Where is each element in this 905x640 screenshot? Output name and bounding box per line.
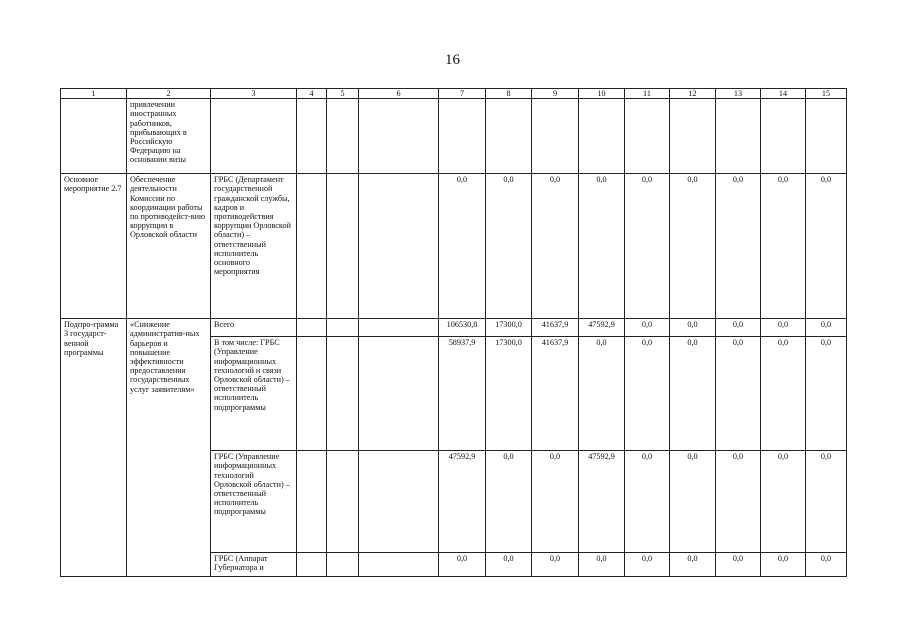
table-cell <box>716 99 761 174</box>
value-cell: 58937,9 <box>439 337 486 451</box>
table-cell <box>532 99 579 174</box>
table-row <box>61 174 847 319</box>
table-cell <box>359 319 439 337</box>
executor-cell: Всего <box>211 319 297 337</box>
table-cell <box>327 337 359 451</box>
table-cell <box>327 174 359 319</box>
event-description-cell: Обеспечение деятельности Комиссии по координации работы по противодейст-вию коррупции в Орловской области <box>127 174 211 319</box>
executor-cell: ГРБС (Управление информационных технологий Орловской области) – ответственный исполнитель подпрограммы <box>211 451 297 553</box>
value-cell: 0,0 <box>670 553 716 577</box>
header-cell: 2 <box>127 89 211 99</box>
table-cell <box>211 99 297 174</box>
value-cell: 47592,9 <box>579 319 625 337</box>
value-cell: 0,0 <box>716 319 761 337</box>
event-description-cell: привлечении иностранных работников, прибывающих в Российскую Федерацию на основании визы <box>127 99 211 174</box>
table-row <box>61 99 847 174</box>
program-element-cell: Подпро-грамма 3 государст-венной программы <box>61 319 127 577</box>
value-cell: 0,0 <box>806 174 847 319</box>
header-cell: 4 <box>297 89 327 99</box>
value-cell: 0,0 <box>670 319 716 337</box>
value-cell: 0,0 <box>486 553 532 577</box>
table-cell <box>359 553 439 577</box>
value-cell: 41637,9 <box>532 337 579 451</box>
executor-cell: ГРБС (Департамент государственной гражданской службы, кадров и противодействия коррупции Орловской области) – ответственный исполнитель основного мероприятия <box>211 174 297 319</box>
header-row <box>61 89 847 99</box>
page-number: 16 <box>445 52 460 68</box>
value-cell: 17300,0 <box>486 319 532 337</box>
table-cell <box>297 174 327 319</box>
table-cell <box>670 99 716 174</box>
table-cell <box>297 319 327 337</box>
value-cell: 0,0 <box>625 451 670 553</box>
value-cell: 0,0 <box>761 553 806 577</box>
table-cell <box>327 99 359 174</box>
header-cell: 11 <box>625 89 670 99</box>
value-cell: 0,0 <box>579 174 625 319</box>
header-cell: 3 <box>211 89 297 99</box>
value-cell: 0,0 <box>439 553 486 577</box>
table-cell <box>359 451 439 553</box>
executor-cell: В том числе: ГРБС (Управление информационных технологий и связи Орловской области) – ответственный исполнитель подпрограммы <box>211 337 297 451</box>
value-cell: 0,0 <box>716 451 761 553</box>
value-cell: 47592,9 <box>439 451 486 553</box>
header-cell: 10 <box>579 89 625 99</box>
value-cell: 0,0 <box>486 174 532 319</box>
value-cell: 0,0 <box>761 337 806 451</box>
value-cell: 0,0 <box>670 451 716 553</box>
header-cell: 9 <box>532 89 579 99</box>
value-cell: 0,0 <box>716 337 761 451</box>
budget-table <box>60 88 847 577</box>
value-cell: 0,0 <box>716 174 761 319</box>
value-cell: 0,0 <box>532 174 579 319</box>
table-cell <box>297 553 327 577</box>
header-cell: 6 <box>359 89 439 99</box>
value-cell: 0,0 <box>761 319 806 337</box>
value-cell: 0,0 <box>532 451 579 553</box>
value-cell: 0,0 <box>806 337 847 451</box>
value-cell: 0,0 <box>579 337 625 451</box>
header-cell: 8 <box>486 89 532 99</box>
header-cell: 14 <box>761 89 806 99</box>
table-cell <box>359 337 439 451</box>
header-cell: 5 <box>327 89 359 99</box>
value-cell: 0,0 <box>670 174 716 319</box>
table-cell <box>297 337 327 451</box>
table-cell <box>761 99 806 174</box>
value-cell: 0,0 <box>579 553 625 577</box>
table-cell <box>327 451 359 553</box>
table-cell <box>297 451 327 553</box>
value-cell: 0,0 <box>625 319 670 337</box>
value-cell: 0,0 <box>439 174 486 319</box>
header-cell: 1 <box>61 89 127 99</box>
table-row <box>61 319 847 337</box>
value-cell: 0,0 <box>761 174 806 319</box>
value-cell: 0,0 <box>716 553 761 577</box>
table-cell <box>486 99 532 174</box>
value-cell: 0,0 <box>625 553 670 577</box>
value-cell: 47592,9 <box>579 451 625 553</box>
value-cell: 0,0 <box>806 553 847 577</box>
table-cell <box>297 99 327 174</box>
value-cell: 106530,8 <box>439 319 486 337</box>
table-cell <box>625 99 670 174</box>
table-cell <box>359 174 439 319</box>
value-cell: 17300,0 <box>486 337 532 451</box>
header-cell: 7 <box>439 89 486 99</box>
value-cell: 0,0 <box>806 451 847 553</box>
value-cell: 0,0 <box>532 553 579 577</box>
value-cell: 0,0 <box>761 451 806 553</box>
header-cell: 12 <box>670 89 716 99</box>
value-cell: 0,0 <box>625 337 670 451</box>
value-cell: 0,0 <box>806 319 847 337</box>
table-cell <box>61 99 127 174</box>
table-cell <box>327 319 359 337</box>
table-cell <box>439 99 486 174</box>
value-cell: 0,0 <box>670 337 716 451</box>
table-cell <box>806 99 847 174</box>
table-cell <box>359 99 439 174</box>
program-element-cell: Основное мероприятие 2.7 <box>61 174 127 319</box>
executor-cell: ГРБС (Аппарат Губернатора и <box>211 553 297 577</box>
header-cell: 13 <box>716 89 761 99</box>
header-cell: 15 <box>806 89 847 99</box>
table-cell <box>579 99 625 174</box>
value-cell: 41637,9 <box>532 319 579 337</box>
value-cell: 0,0 <box>486 451 532 553</box>
event-description-cell: «Снижение административ-ных барьеров и повышение эффективности предоставления государственных услуг заявителям» <box>127 319 211 577</box>
value-cell: 0,0 <box>625 174 670 319</box>
table-cell <box>327 553 359 577</box>
